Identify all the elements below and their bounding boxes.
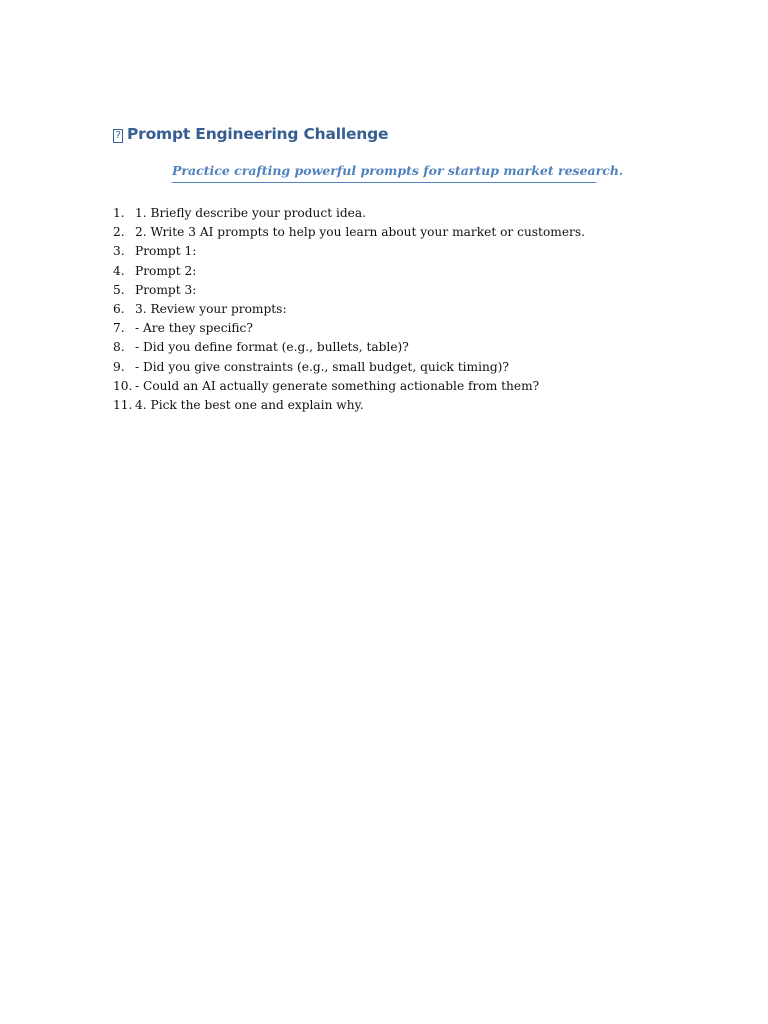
list-item-text: - Could an AI actually generate something actionable from them? [135, 378, 540, 393]
document-title [113, 125, 388, 143]
list-item-text: - Did you define format (e.g., bullets, table)? [135, 340, 409, 355]
list-item [113, 319, 585, 338]
list-item [113, 358, 585, 377]
list-item-number: 10. [113, 378, 133, 393]
document-subtitle: Practice crafting powerful prompts for startup market research. [172, 163, 596, 183]
list-item [113, 204, 585, 223]
list-item-number: 7. [113, 321, 125, 336]
list-item-number: 3. [113, 244, 125, 259]
list-item [113, 281, 585, 300]
list-item-text: 3. Review your prompts: [135, 301, 287, 316]
list-item-text: 1. Briefly describe your product idea. [135, 206, 367, 220]
list-item-number: 6. [113, 301, 125, 316]
list-item [113, 242, 585, 261]
list-item-number: 1. [113, 206, 125, 220]
list-item-number: 5. [113, 282, 125, 297]
list-item-text: Prompt 2: [135, 263, 197, 278]
list-item-text: Prompt 3: [135, 282, 197, 297]
list-item-text: 2. Write 3 AI prompts to help you learn about your market or customers. [135, 225, 586, 240]
list-item [113, 262, 585, 281]
list-item [113, 300, 585, 319]
list-item-text: - Are they specific? [135, 321, 253, 336]
list-item [113, 377, 585, 396]
document-title-text: Prompt Engineering Challenge [127, 125, 389, 143]
placeholder-glyph-icon: ? [113, 129, 123, 143]
list-item-text: - Did you give constraints (e.g., small budget, quick timing)? [135, 359, 509, 374]
list-item-text: Prompt 1: [135, 244, 197, 259]
list-item [113, 223, 585, 242]
list-item-number: 9. [113, 359, 125, 374]
list-item-number: 8. [113, 340, 125, 355]
list-item-text: 4. Pick the best one and explain why. [135, 397, 364, 412]
task-list [113, 204, 585, 415]
list-item-number: 4. [113, 263, 125, 278]
list-item-number: 11. [113, 397, 133, 412]
list-item [113, 396, 585, 415]
list-item-number: 2. [113, 225, 125, 240]
list-item [113, 338, 585, 357]
